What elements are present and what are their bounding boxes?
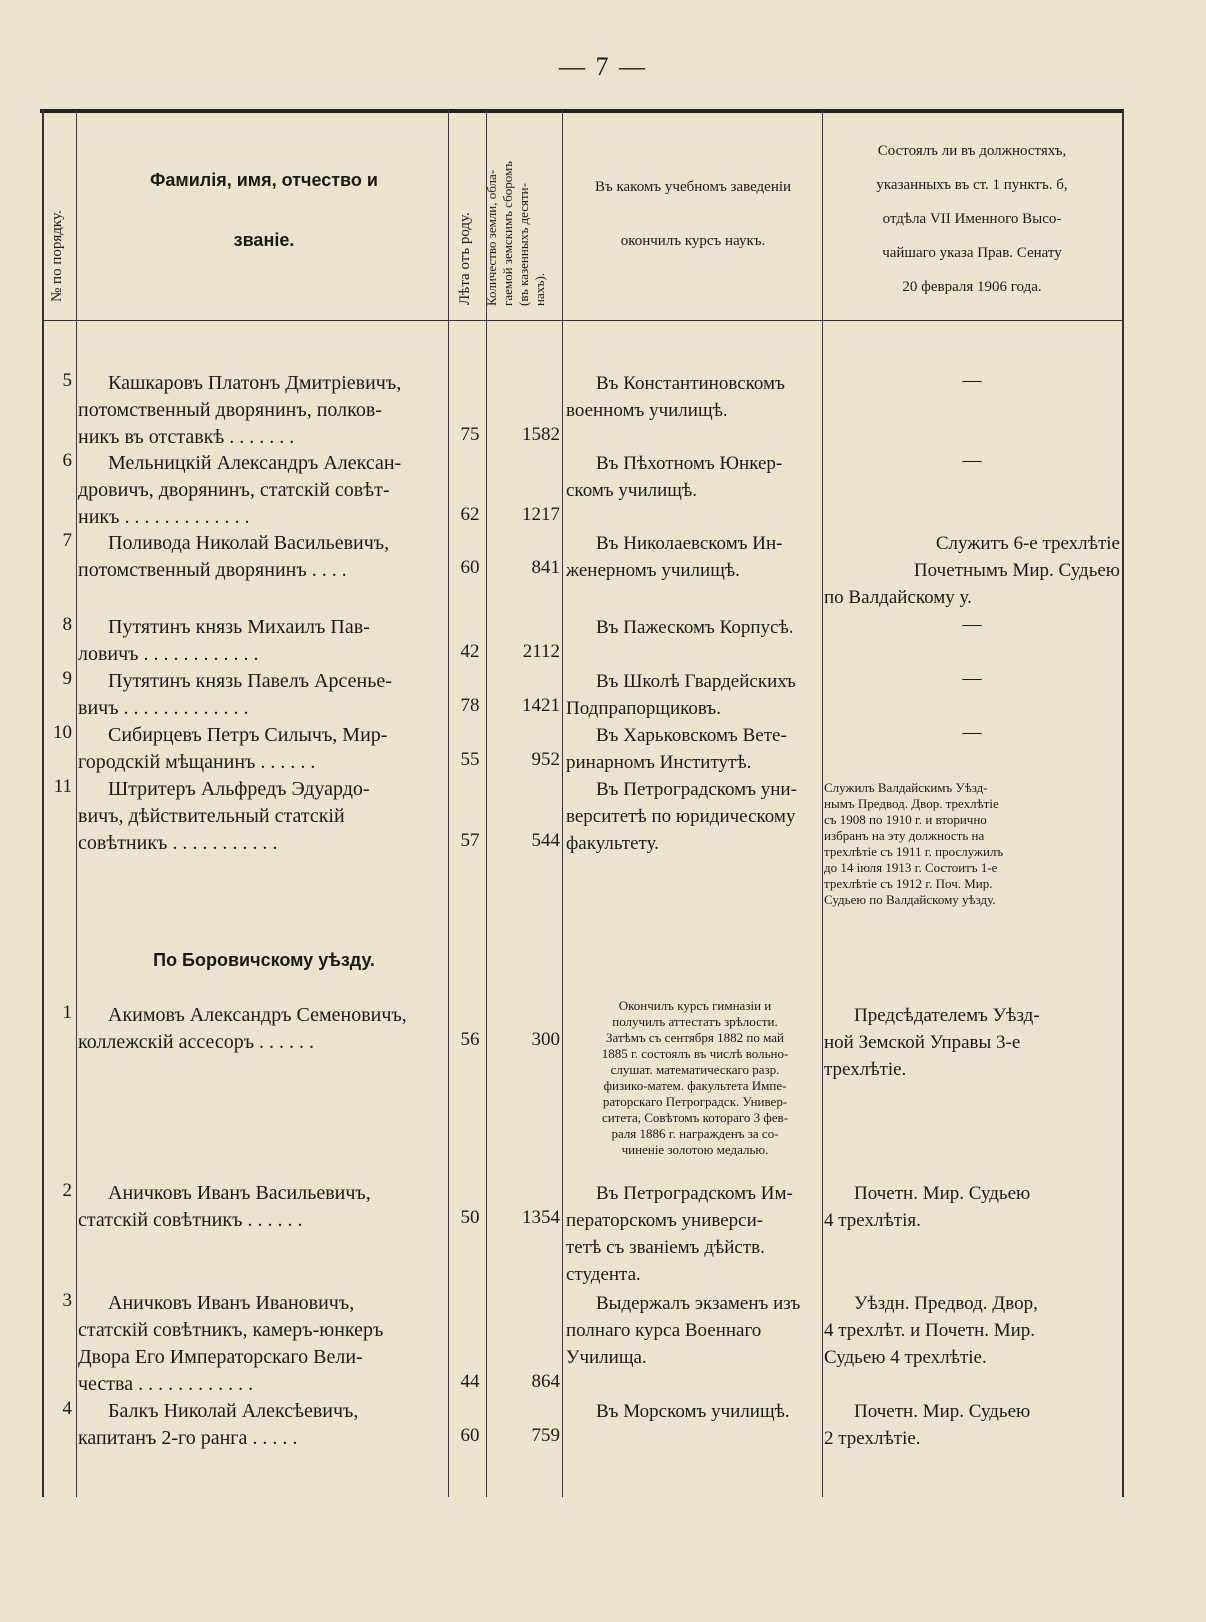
- row-name: [78, 614, 476, 668]
- row-land: 1582: [522, 424, 560, 445]
- row-name-line: Акимовъ Александръ Семеновичъ,: [108, 1004, 407, 1026]
- row-name-line: городскій мѣщанинъ . . . . . .: [78, 751, 316, 773]
- row-position-line: Служитъ 6-е трехлѣтіе: [935, 533, 1120, 554]
- row-name-line: Кашкаровъ Платонъ Дмитріевичъ,: [108, 372, 402, 394]
- row-position-line: Почетнымъ Мир. Судьею: [913, 560, 1120, 581]
- row-position-line: 2 трехлѣтіе.: [824, 1428, 921, 1449]
- row-education-line: чиненіе золотою медалью.: [621, 1142, 769, 1157]
- row-education-line: слушат. математическаго разр.: [610, 1062, 780, 1077]
- row-number: 5: [62, 370, 72, 391]
- row-age: 56: [460, 1029, 480, 1050]
- row-name: [78, 530, 476, 584]
- row-position-line: Почетн. Мир. Судьею: [854, 1183, 1031, 1204]
- row-education-line: Выдержалъ экзаменъ изъ: [596, 1293, 801, 1314]
- row-education-line: Въ Морскомъ училищѣ.: [596, 1401, 790, 1422]
- row-position: [824, 780, 1120, 908]
- row-name-line: ловичъ . . . . . . . . . . . .: [78, 643, 259, 665]
- row-education-line: ситета, Совѣтомъ котораго 3 фев-: [601, 1110, 789, 1125]
- page-number: — 7 —: [559, 52, 647, 81]
- row-education: [566, 668, 824, 722]
- row-name-line: Аничковъ Иванъ Ивановичъ,: [108, 1292, 355, 1314]
- row-name-line: потомственный дворянинъ, полков-: [78, 399, 382, 421]
- row-name: [78, 668, 476, 722]
- row-position-line: Почетн. Мир. Судьею: [854, 1401, 1031, 1422]
- row-land: 841: [531, 557, 560, 578]
- row-education-line: Окончилъ курсъ гимназіи и: [618, 998, 772, 1013]
- header-positions-line: указанныхъ въ ст. 1 пунктъ. б,: [876, 177, 1068, 193]
- section-heading: По Боровичскому уѣзду.: [153, 950, 375, 970]
- row-number: 6: [62, 450, 72, 471]
- row-education-line: 1885 г. состоялъ въ числѣ вольно-: [601, 1046, 789, 1061]
- row-name-line: совѣтникъ . . . . . . . . . . .: [78, 832, 278, 854]
- header-name-2: званіе.: [233, 230, 295, 250]
- row-age: 60: [460, 557, 480, 578]
- row-position: —: [962, 668, 982, 689]
- row-education-line: Въ Пѣхотномъ Юнкер-: [596, 453, 783, 474]
- row-education: [566, 776, 824, 857]
- row-name: [78, 776, 476, 857]
- row-education: [566, 998, 824, 1158]
- row-education-line: верситетѣ по юридическому: [566, 806, 796, 827]
- row-position-line: 4 трехлѣтія.: [824, 1210, 921, 1231]
- row-education: [566, 450, 824, 504]
- header-name-1: Фамилія, имя, отчество и: [150, 170, 378, 190]
- header-education-2: окончилъ курсъ наукъ.: [620, 233, 766, 249]
- row-education: [566, 722, 824, 776]
- row-name-line: Аничковъ Иванъ Васильевичъ,: [108, 1182, 371, 1204]
- row-name: [78, 722, 476, 776]
- header-positions-line: отдѣла VII Именного Высо-: [882, 211, 1062, 227]
- header-num: № по порядку.: [49, 210, 65, 302]
- row-number: 3: [62, 1290, 72, 1311]
- row-position-line: Судьею 4 трехлѣтіе.: [824, 1347, 987, 1368]
- row-name: [78, 450, 476, 531]
- row-name-line: статскій совѣтникъ, камеръ-юнкеръ: [78, 1319, 384, 1341]
- row-name-line: никъ . . . . . . . . . . . . .: [78, 506, 250, 528]
- row-education-line: Въ Константиновскомъ: [596, 373, 785, 394]
- header-positions-line: Состоялъ ли въ должностяхъ,: [877, 143, 1067, 159]
- row-education-line: раля 1886 г. награжденъ за со-: [611, 1126, 779, 1141]
- row-education: [566, 370, 824, 424]
- row-education: [566, 1180, 824, 1288]
- row-name-line: потомственный дворянинъ . . . .: [78, 559, 347, 581]
- row-name-line: капитанъ 2-го ранга . . . . .: [78, 1427, 298, 1449]
- row-land: 1421: [522, 695, 560, 716]
- row-name-line: Путятинъ князь Михаилъ Пав-: [108, 616, 370, 638]
- row-name: [78, 1002, 476, 1056]
- row-age: 60: [460, 1425, 480, 1446]
- row-education-line: Затѣмъ съ сентября 1882 по май: [606, 1030, 784, 1045]
- row-land: 759: [531, 1425, 560, 1446]
- row-education-line: получилъ аттестатъ зрѣлости.: [612, 1014, 778, 1029]
- row-education: [566, 1290, 824, 1371]
- row-land: 544: [531, 830, 560, 851]
- header-land-line: гаемой земскимъ сборомъ: [500, 161, 515, 306]
- row-age: 57: [460, 830, 480, 851]
- row-name-line: коллежскій ассесоръ . . . . . .: [78, 1031, 315, 1053]
- register-table: [42, 110, 1124, 1497]
- row-age: 50: [460, 1207, 480, 1228]
- header-education-1: Въ какомъ учебномъ заведеніи: [594, 179, 792, 195]
- row-education: [566, 530, 824, 584]
- row-education-line: студента.: [566, 1264, 641, 1285]
- header-land-line: (въ казенныхъ десяти-: [516, 183, 531, 306]
- row-position-line: ной Земской Управы 3-е: [824, 1032, 1021, 1053]
- row-education-line: Въ Петроградскомъ Им-: [596, 1183, 793, 1204]
- header-positions-line: чайшаго указа Прав. Сенату: [882, 245, 1062, 261]
- row-name-line: чества . . . . . . . . . . . .: [78, 1373, 254, 1395]
- row-position-line: 4 трехлѣт. и Почетн. Мир.: [824, 1320, 1036, 1341]
- row-education-line: Въ Пажескомъ Корпусѣ.: [596, 617, 794, 638]
- row-position: [824, 1290, 1120, 1371]
- row-education-line: Училища.: [566, 1347, 647, 1368]
- row-education-line: Въ Николаевскомъ Ин-: [596, 533, 783, 554]
- row-age: 55: [460, 749, 480, 770]
- row-number: 10: [53, 722, 72, 743]
- row-education-line: скомъ училищѣ.: [566, 480, 698, 501]
- row-position: —: [962, 450, 982, 471]
- row-land: 864: [531, 1371, 560, 1392]
- row-position-line: съ 1908 по 1910 г. и вторично: [824, 812, 987, 827]
- row-position-line: Предсѣдателемъ Уѣзд-: [854, 1005, 1040, 1026]
- row-education-line: военномъ училищѣ.: [566, 400, 728, 421]
- header-land: [484, 161, 548, 306]
- row-age: 44: [460, 1371, 480, 1392]
- row-land: 2112: [522, 641, 560, 662]
- row-name-line: статскій совѣтникъ . . . . . .: [78, 1209, 303, 1231]
- row-land: 1217: [522, 504, 560, 525]
- row-number: 2: [62, 1180, 72, 1201]
- row-position: —: [962, 370, 982, 391]
- row-education: [566, 614, 824, 641]
- row-age: 78: [460, 695, 480, 716]
- row-position-line: нымъ Предвод. Двор. трехлѣтіе: [824, 796, 999, 811]
- row-age: 75: [460, 424, 480, 445]
- row-number: 4: [62, 1398, 72, 1419]
- row-position-line: Судьею по Валдайскому уѣзду.: [824, 892, 996, 907]
- row-education-line: ринарномъ Институтѣ.: [566, 752, 752, 773]
- row-age: 62: [460, 504, 480, 525]
- header-age: Лѣта отъ роду.: [457, 212, 473, 305]
- row-name-line: Путятинъ князь Павелъ Арсенье-: [108, 670, 392, 692]
- row-position: [824, 1398, 1120, 1452]
- row-position-line: трехлѣтіе.: [824, 1059, 907, 1080]
- row-name-line: вичъ, дѣйствительный статскій: [78, 805, 345, 827]
- row-education-line: Въ Петроградскомъ уни-: [596, 779, 797, 800]
- header-positions: [826, 134, 1118, 304]
- header-land-line: нахъ).: [532, 272, 547, 306]
- row-education-line: Въ Харьковскомъ Вете-: [596, 725, 787, 746]
- row-name-line: Мельницкій Александръ Алексан-: [108, 452, 402, 474]
- row-education-line: Въ Школѣ Гвардейскихъ: [596, 671, 796, 692]
- row-number: 8: [62, 614, 72, 635]
- row-number: 7: [62, 530, 72, 551]
- row-name: [78, 1398, 476, 1452]
- row-name-line: Сибирцевъ Петръ Силычъ, Мир-: [108, 724, 388, 746]
- row-name: [78, 1290, 476, 1398]
- row-position-line: Уѣздн. Предвод. Двор,: [854, 1293, 1038, 1314]
- row-land: 952: [531, 749, 560, 770]
- row-education-line: женерномъ училищѣ.: [566, 560, 740, 581]
- row-education-line: факультету.: [566, 833, 659, 854]
- header-land-line: Количество земли, обла-: [484, 169, 499, 306]
- row-position-line: трехлѣтіе съ 1911 г. прослужилъ: [824, 844, 1004, 859]
- row-number: 1: [62, 1002, 72, 1023]
- row-name: [78, 370, 476, 451]
- row-position-line: Служилъ Валдайскимъ Уѣзд-: [824, 780, 988, 795]
- row-position: [824, 530, 1120, 611]
- row-education-line: физико-матем. факультета Импе-: [603, 1078, 787, 1093]
- row-land: 300: [531, 1029, 560, 1050]
- row-number: 11: [53, 776, 72, 797]
- table-body: [44, 322, 1122, 1497]
- row-education-line: ператорскомъ универси-: [566, 1210, 764, 1231]
- row-name: [78, 1180, 476, 1234]
- row-name-line: вичъ . . . . . . . . . . . . .: [78, 697, 249, 719]
- row-education-line: раторскаго Петроградск. Универ-: [602, 1094, 788, 1109]
- row-position-line: избранъ на эту должность на: [824, 828, 985, 843]
- row-number: 9: [62, 668, 72, 689]
- row-position-line: трехлѣтіе съ 1912 г. Поч. Мир.: [824, 876, 993, 891]
- row-name-line: никъ въ отставкѣ . . . . . . .: [78, 426, 295, 448]
- row-position-line: по Валдайскому у.: [824, 587, 972, 608]
- row-education: [566, 1398, 824, 1425]
- row-position-line: до 14 іюля 1913 г. Состоитъ 1-е: [824, 860, 998, 875]
- row-position: [824, 1002, 1120, 1083]
- row-position: —: [962, 614, 982, 635]
- row-position: —: [962, 722, 982, 743]
- row-age: 42: [460, 641, 480, 662]
- row-name-line: Двора Его Императорскаго Вели-: [78, 1346, 363, 1368]
- row-education-line: Подпрапорщиковъ.: [566, 698, 721, 719]
- row-land: 1354: [522, 1207, 560, 1228]
- row-name-line: дровичъ, дворянинъ, статскій совѣт-: [78, 479, 390, 501]
- row-education-line: тетѣ съ званіемъ дѣйств.: [566, 1237, 765, 1258]
- row-name-line: Поливода Николай Васильевичъ,: [108, 532, 390, 554]
- row-name-line: Штритеръ Альфредъ Эдуардо-: [108, 778, 370, 800]
- row-position: [824, 1180, 1120, 1234]
- row-name-line: Балкъ Николай Алексѣевичъ,: [108, 1400, 359, 1422]
- header-positions-line: 20 февраля 1906 года.: [902, 279, 1042, 295]
- row-education-line: полнаго курса Военнаго: [566, 1320, 762, 1341]
- header-rule: [44, 320, 1122, 321]
